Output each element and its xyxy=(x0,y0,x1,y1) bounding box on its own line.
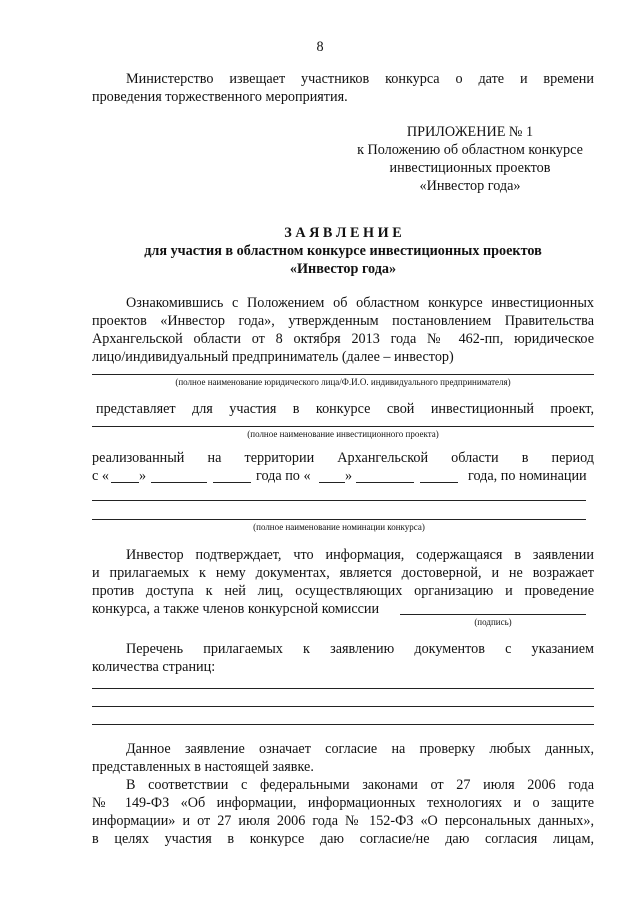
start-day-field[interactable] xyxy=(111,482,139,483)
start-year-field[interactable] xyxy=(213,482,251,483)
para3-line-1: Перечень прилагаемых к заявлению документов с указанием xyxy=(126,641,594,657)
represents-line: представляет для участия в конкурсе свой инвестиционный проект, xyxy=(96,401,594,417)
para5-line-1: В соответствии с федеральными законами от 27 июля 2006 года xyxy=(126,777,594,793)
para4-line-1: Данное заявление означает согласие на проверку любых данных, xyxy=(126,741,594,757)
para1-line-1: Ознакомившись с Положением об областном конкурсе инвестиционных xyxy=(126,295,594,311)
para4-line-2: представленных в настоящей заявке. xyxy=(92,759,314,775)
project-name-field-line[interactable] xyxy=(92,426,594,427)
para2-line-3: против доступа к ней лиц, осуществляющих организацию и проведение xyxy=(92,583,594,599)
appendix-line-3: инвестиционных проектов xyxy=(389,160,551,176)
nomination-caption: (полное наименование номинации конкурса) xyxy=(253,522,425,532)
realized-line-1: реализованный на территории Архангельской области в период xyxy=(92,450,594,466)
signature-field-line[interactable] xyxy=(400,614,586,615)
appendix-title: ПРИЛОЖЕНИЕ № 1 xyxy=(406,124,534,140)
appendix-line-4: «Инвестор года» xyxy=(419,178,521,194)
end-month-field[interactable] xyxy=(356,482,414,483)
realized-nomination-text: года, по номинации xyxy=(468,468,587,484)
end-year-field[interactable] xyxy=(420,482,458,483)
nomination-field-line-2[interactable] xyxy=(92,519,586,520)
realized-to-text: года по « xyxy=(256,468,311,484)
para1-line-3: Архангельской области от 8 октября 2013 года № 462-пп, юридическое xyxy=(92,331,594,347)
para2-line-4: конкурса, а также членов конкурсной комиссии xyxy=(92,601,380,617)
investor-name-caption: (полное наименование юридического лица/Ф.И.О. индивидуального предпринимателя) xyxy=(175,377,511,387)
documents-list-line-2[interactable] xyxy=(92,706,594,707)
project-name-caption: (полное наименование инвестиционного проекта) xyxy=(247,429,439,439)
document-title: З А Я В Л Е Н И Е xyxy=(284,225,402,241)
para2-line-2: и прилагаемых к нему документах, является достоверной, и не возражает xyxy=(92,565,594,581)
documents-list-line-3[interactable] xyxy=(92,724,594,725)
nomination-field-line-1[interactable] xyxy=(92,500,586,501)
intro-line-1: Министерство извещает участников конкурса о дате и времени xyxy=(126,71,594,87)
realized-to-quote: » xyxy=(345,468,353,484)
appendix-line-2: к Положению об областном конкурсе xyxy=(357,142,583,158)
para1-line-2: проектов «Инвестор года», утвержденным постановлением Правительства xyxy=(92,313,594,329)
para5-line-4: в целях участия в конкурсе даю согласие/не даю согласия лицам, xyxy=(92,831,594,847)
para3-line-2: количества страниц: xyxy=(92,659,216,675)
para2-line-1: Инвестор подтверждает, что информация, содержащаяся в заявлении xyxy=(126,547,594,563)
document-subtitle-2: «Инвестор года» xyxy=(289,261,397,277)
end-day-field[interactable] xyxy=(319,482,345,483)
para1-line-4: лицо/индивидуальный предприниматель (далее – инвестор) xyxy=(92,349,454,365)
documents-list-line-1[interactable] xyxy=(92,688,594,689)
start-month-field[interactable] xyxy=(151,482,207,483)
intro-line-2: проведения торжественного мероприятия. xyxy=(92,89,348,105)
document-subtitle-1: для участия в областном конкурсе инвестиционных проектов xyxy=(144,243,542,259)
para5-line-3: информации» и от 27 июля 2006 года № 152-ФЗ «О персональных данных», xyxy=(92,813,594,829)
investor-name-field-line[interactable] xyxy=(92,374,594,375)
para5-line-2: № 149-ФЗ «Об информации, информационных технологиях и о защите xyxy=(92,795,594,811)
realized-from-prefix: с « xyxy=(92,468,109,484)
page-number: 8 xyxy=(316,39,324,55)
realized-from-quote: » xyxy=(139,468,147,484)
signature-caption: (подпись) xyxy=(474,617,512,627)
